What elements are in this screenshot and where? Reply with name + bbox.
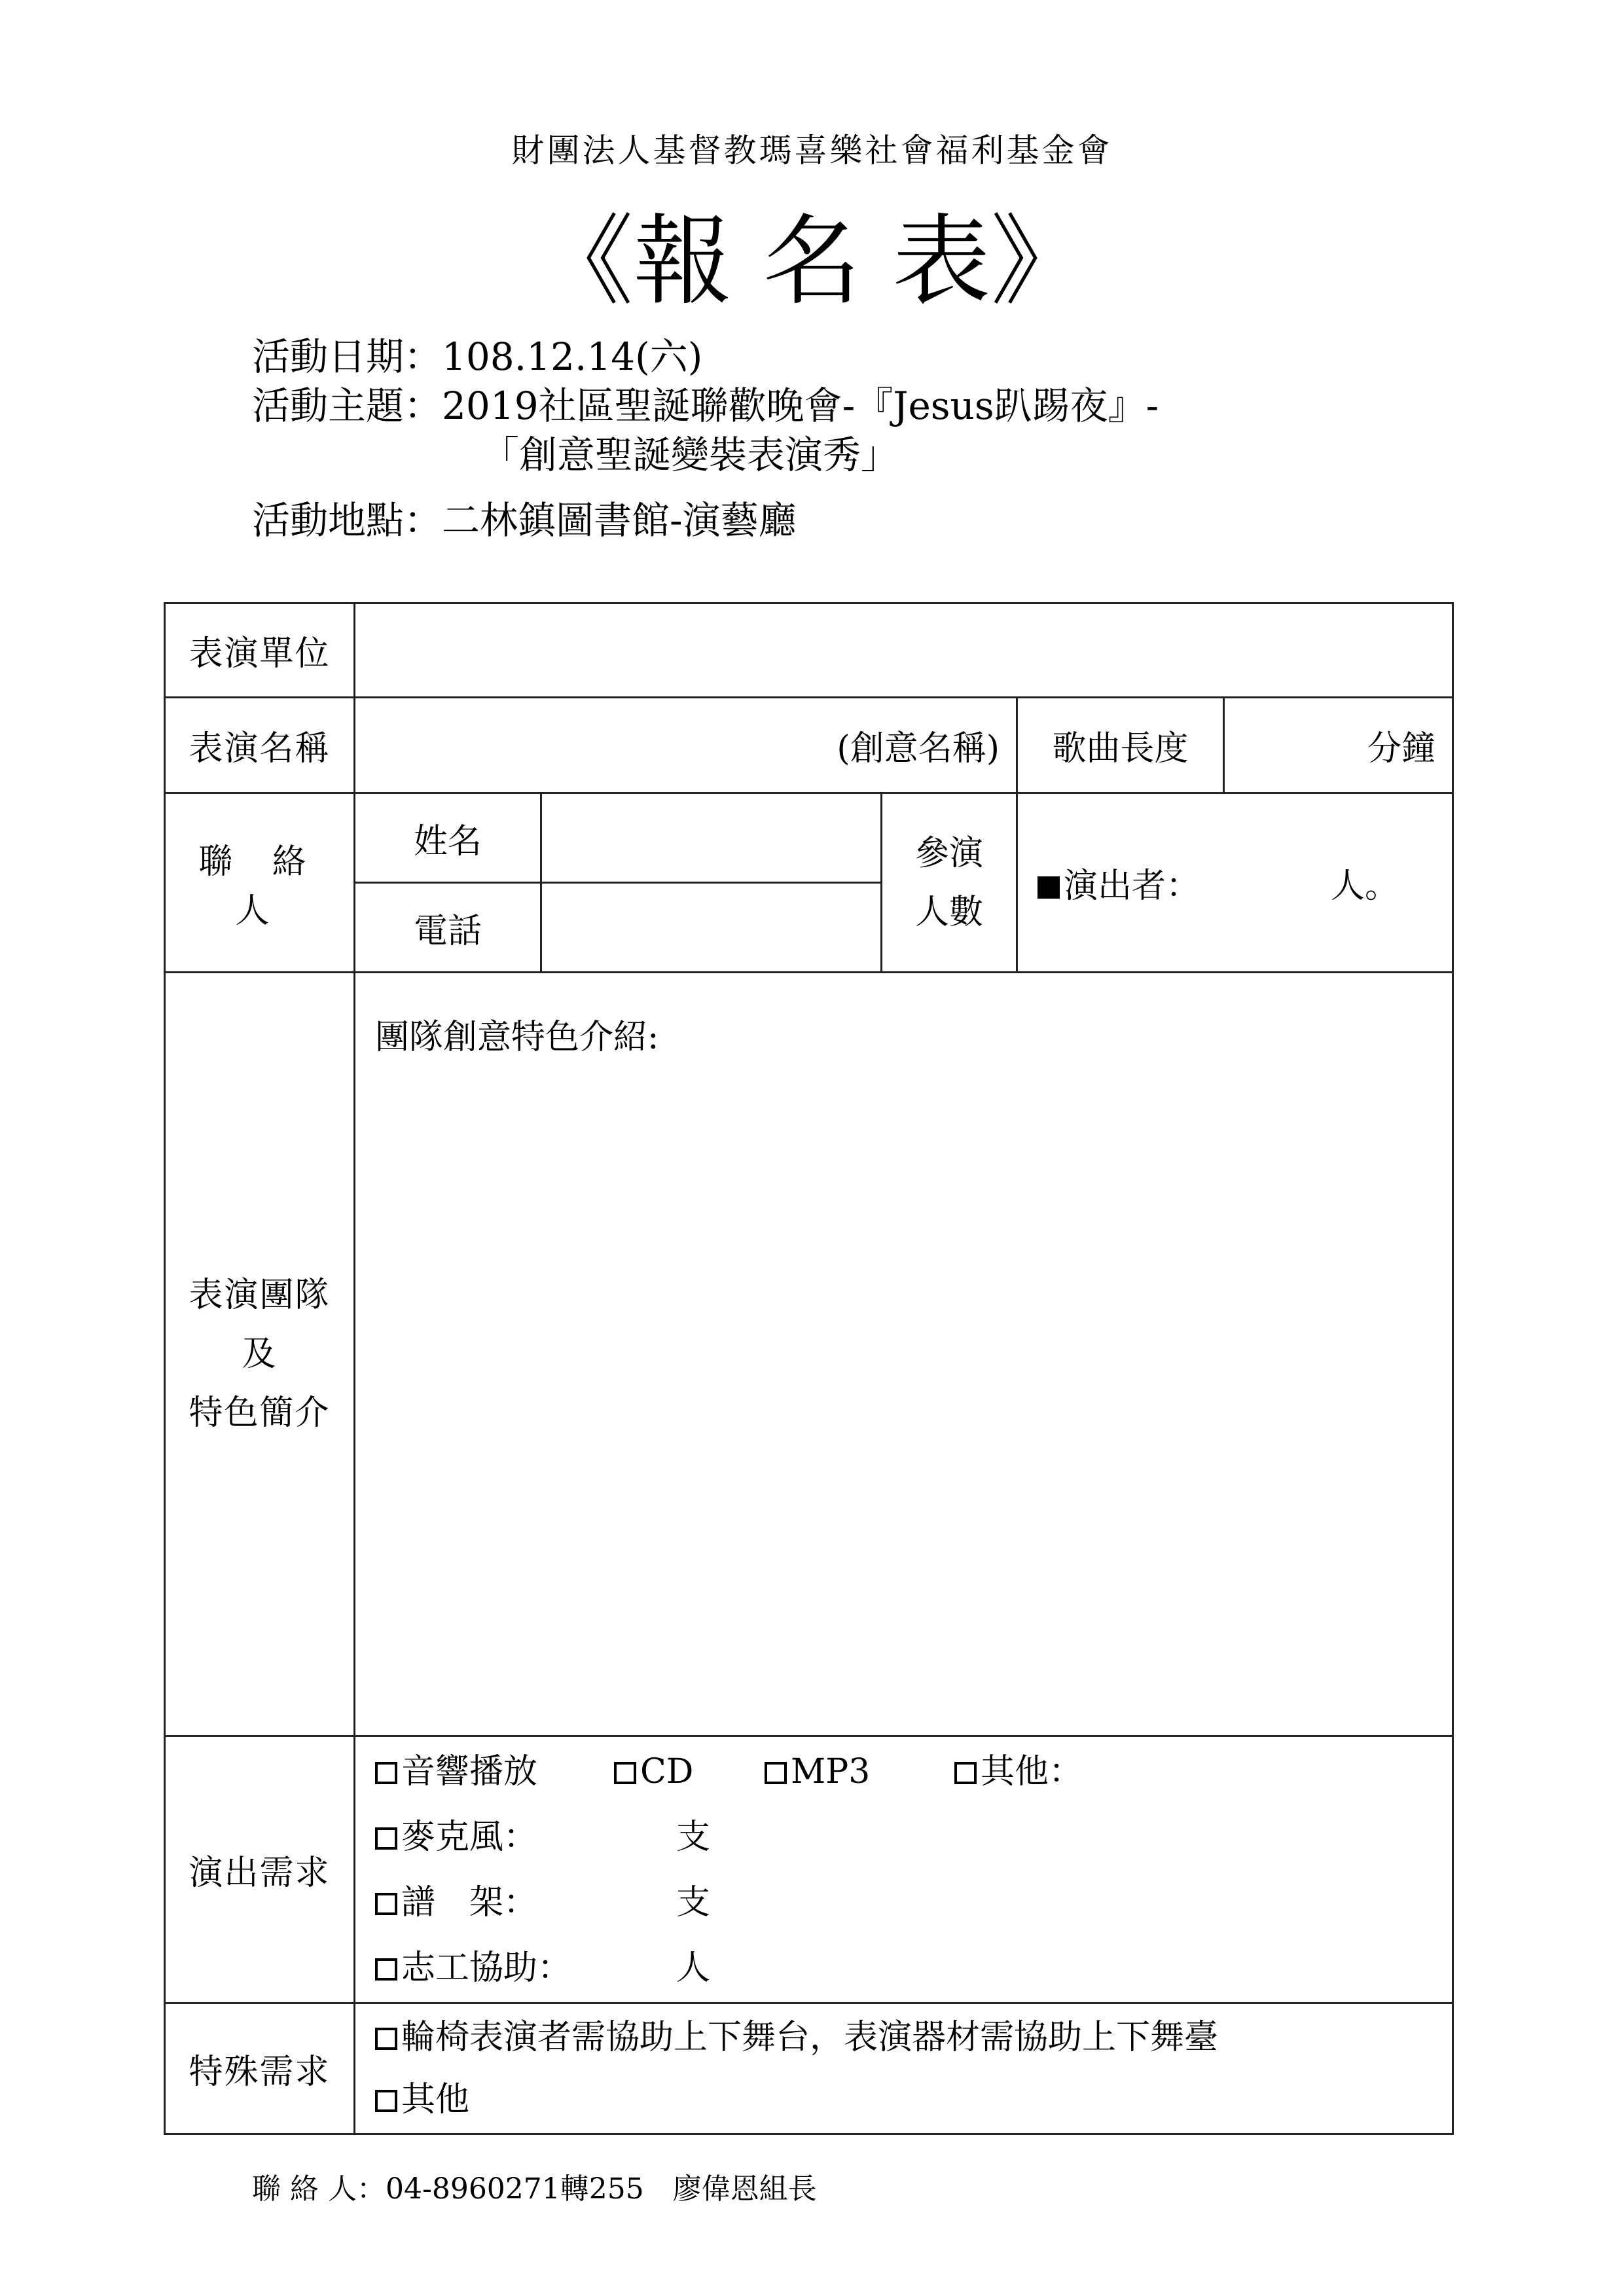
checkbox-icon[interactable] <box>375 1827 397 1850</box>
contact-phone-field[interactable] <box>541 883 882 973</box>
name-field[interactable] <box>355 698 1017 793</box>
form-title: 《報 名 表》 <box>535 205 1089 319</box>
participants-label-line1: 參演 <box>914 833 983 873</box>
participants-label-line2: 人數 <box>914 892 983 932</box>
volunteer-option-label: 志工協助： <box>401 1948 572 1988</box>
row-special-needs <box>165 2003 1453 2134</box>
stand-option[interactable] <box>375 1870 537 1935</box>
special-other-label: 其他 <box>401 2079 470 2119</box>
checkbox-icon[interactable] <box>954 1762 977 1784</box>
needs-line-mic <box>375 1804 1452 1870</box>
audio-option[interactable] <box>375 1739 537 1804</box>
row-performance-unit <box>165 603 1453 698</box>
registration-table <box>164 602 1454 2135</box>
name-hint: (創意名稱) <box>837 729 1000 768</box>
mic-option-label: 麥克風： <box>401 1817 538 1857</box>
intro-label-line1: 表演團隊 <box>189 1276 331 1315</box>
event-venue: 活動地點：二林鎮圖書館-演藝廳 <box>252 498 797 543</box>
contact-label: 聯 絡 人 <box>165 793 355 973</box>
contact-phone-label: 電話 <box>355 883 541 973</box>
needs-field <box>355 1736 1453 2003</box>
other-option[interactable] <box>954 1739 1083 1804</box>
event-theme: 活動主題：2019社區聖誕聯歡晚會-『Jesus趴踢夜』- <box>252 384 1159 428</box>
row-contact-name <box>165 793 1453 883</box>
intro-label-line3: 特色簡介 <box>189 1393 331 1433</box>
event-date: 活動日期：108.12.14(六) <box>252 334 703 379</box>
other-option-label: 其他： <box>981 1751 1083 1791</box>
cd-option[interactable] <box>614 1739 693 1804</box>
contact-name-label: 姓名 <box>355 793 541 883</box>
performers-label: 演出者： <box>1064 867 1200 906</box>
special-other-line[interactable] <box>375 2069 1452 2131</box>
special-wheelchair-line[interactable] <box>375 2007 1452 2069</box>
special-field <box>355 2003 1453 2134</box>
contact-name-field[interactable] <box>541 793 882 883</box>
unit-label: 表演單位 <box>165 603 355 698</box>
volunteer-option[interactable] <box>375 1935 571 2001</box>
minutes-unit: 分鐘 <box>1367 729 1436 768</box>
row-performance-needs <box>165 1736 1453 2003</box>
performers-unit: 人。 <box>1331 867 1399 906</box>
needs-line-audio <box>375 1739 1452 1804</box>
volunteer-unit: 人 <box>676 1948 711 1988</box>
intro-prompt: 團隊創意特色介紹: <box>375 1018 659 1057</box>
organization-name: 財團法人基督教瑪喜樂社會福利基金會 <box>511 132 1113 170</box>
mp3-option[interactable] <box>765 1739 870 1804</box>
mp3-option-label: MP3 <box>791 1751 871 1791</box>
intro-field[interactable] <box>355 973 1453 1736</box>
checkbox-icon[interactable] <box>375 1958 397 1981</box>
song-length-label: 歌曲長度 <box>1017 698 1224 793</box>
row-performance-name <box>165 698 1453 793</box>
checkbox-icon[interactable] <box>614 1762 636 1784</box>
cd-option-label: CD <box>640 1751 694 1791</box>
needs-label: 演出需求 <box>165 1736 355 2003</box>
checkbox-icon[interactable] <box>375 1893 397 1915</box>
mic-option[interactable] <box>375 1804 537 1870</box>
stand-unit: 支 <box>676 1882 711 1922</box>
stand-option-label: 譜 架： <box>401 1882 538 1922</box>
needs-line-stand <box>375 1870 1452 1935</box>
special-label: 特殊需求 <box>165 2003 355 2134</box>
checkbox-icon[interactable] <box>375 1762 397 1784</box>
performers-field[interactable] <box>1017 793 1453 973</box>
unit-field[interactable] <box>355 603 1453 698</box>
intro-label <box>165 973 355 1736</box>
name-label: 表演名稱 <box>165 698 355 793</box>
footer-contact: 聯 絡 人：04-8960271轉255 廖偉恩組長 <box>252 2172 817 2206</box>
needs-line-volunteer <box>375 1935 1452 2001</box>
checkbox-icon[interactable] <box>375 2028 397 2050</box>
audio-option-label: 音響播放 <box>401 1751 538 1791</box>
wheelchair-option-label: 輪椅表演者需協助上下舞台，表演器材需協助上下舞臺 <box>401 2017 1219 2057</box>
checkbox-icon[interactable] <box>375 2090 397 2112</box>
participants-label <box>882 793 1017 973</box>
intro-label-line2: 及 <box>242 1335 278 1374</box>
row-team-intro <box>165 973 1453 1736</box>
event-theme-subtitle: 「創意聖誕變裝表演秀」 <box>481 433 899 477</box>
song-length-field[interactable] <box>1224 698 1453 793</box>
mic-unit: 支 <box>676 1817 711 1857</box>
filled-square-icon <box>1038 876 1060 899</box>
checkbox-icon[interactable] <box>765 1762 787 1784</box>
